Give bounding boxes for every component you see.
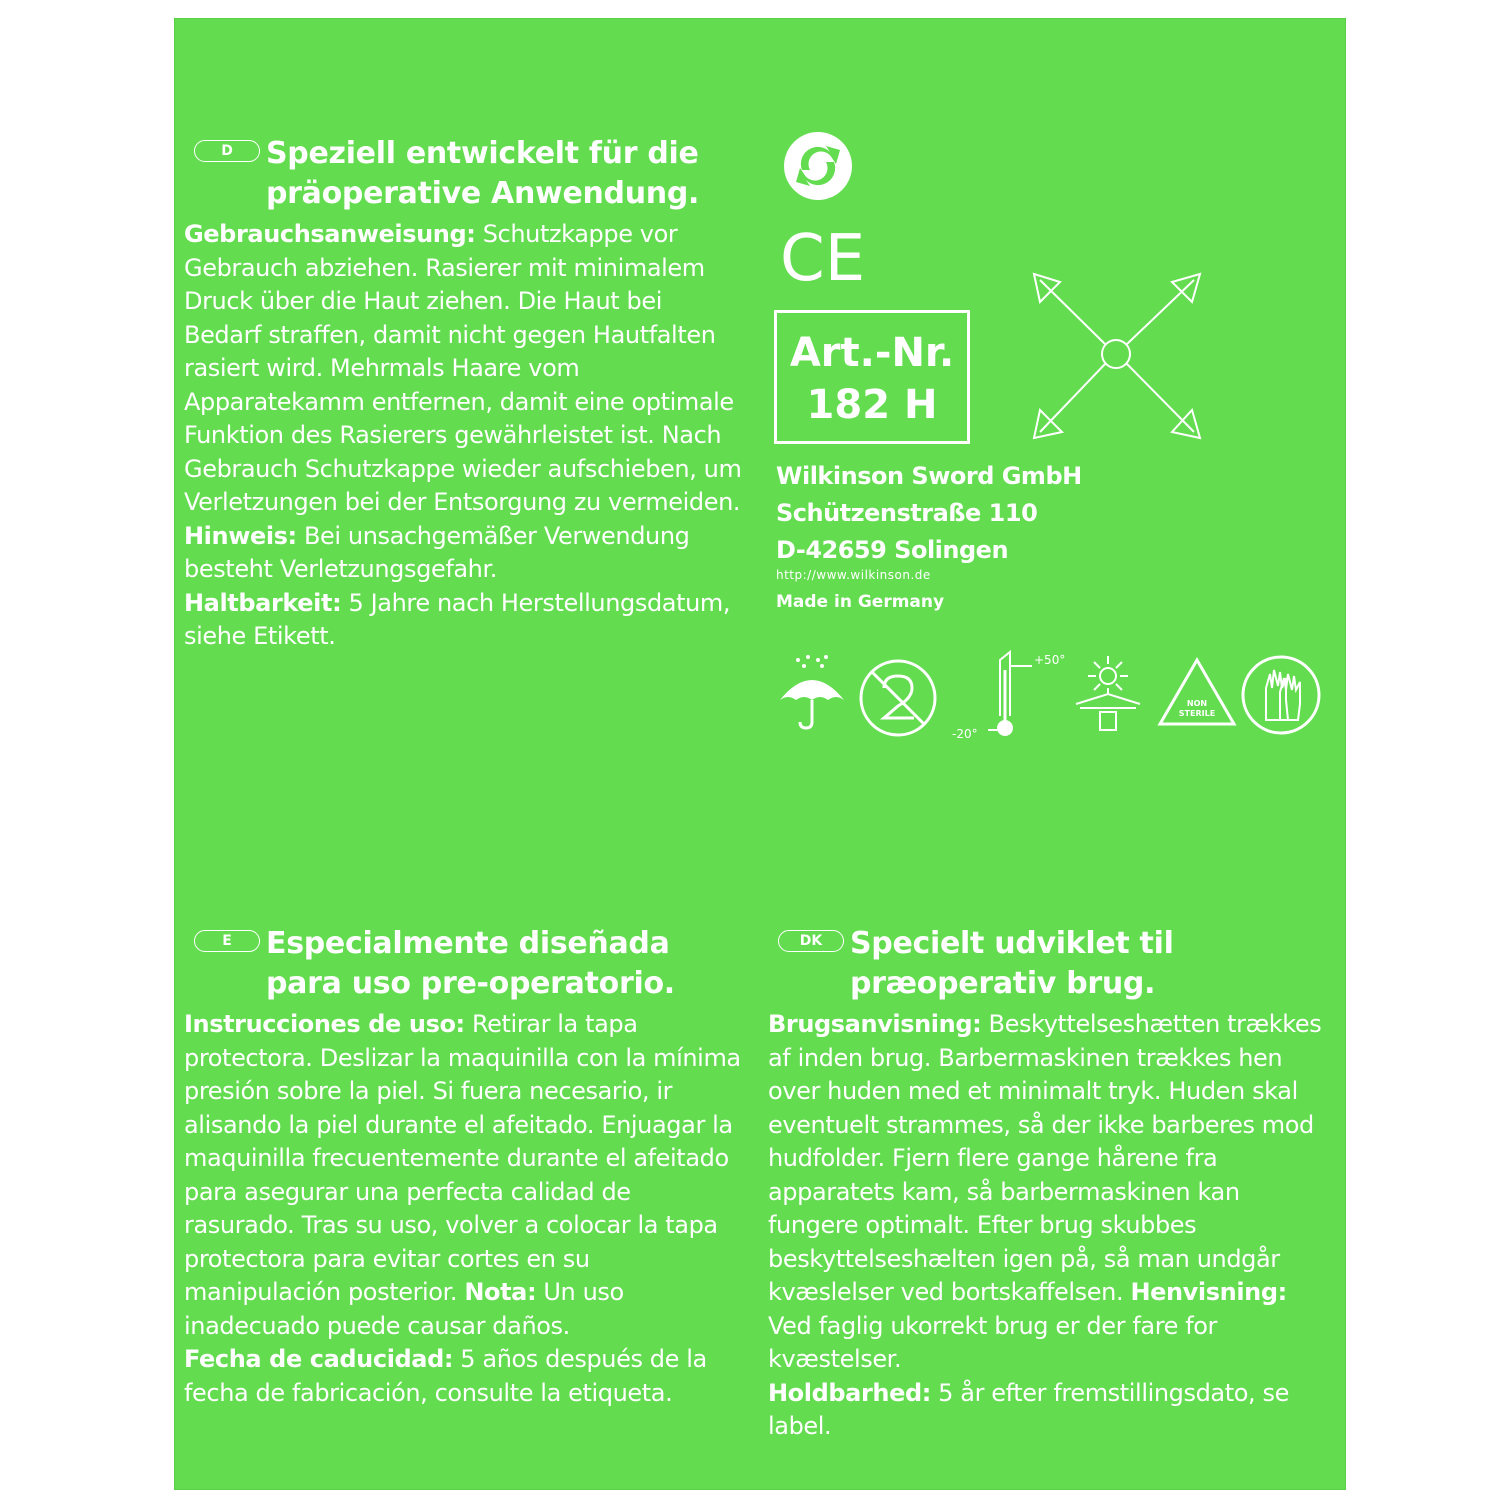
package-panel: [174, 18, 1346, 1490]
spanish-shelf-text: 5 años después de la fecha de fabricación, consulte la etiqueta.: [184, 1345, 707, 1407]
spanish-heading-line2: para uso pre-operatorio.: [266, 966, 675, 1001]
keep-away-from-sunlight-icon: [1070, 654, 1146, 734]
spanish-usage-label: Instrucciones de uso:: [184, 1010, 465, 1038]
made-in-label: Made in Germany: [776, 592, 945, 612]
article-number-value: 182 H: [806, 382, 938, 428]
danish-heading-line1: Specielt udviklet til: [850, 926, 1174, 961]
danish-heading-line2: præoperativ brug.: [850, 966, 1156, 1001]
language-badge-es: E: [194, 930, 260, 952]
spanish-heading-line1: Especialmente diseñada: [266, 926, 670, 961]
company-name: Wilkinson Sword GmbH: [776, 462, 1082, 490]
danish-body: [768, 1008, 1328, 1444]
german-heading-line2: präoperative Anwendung.: [266, 176, 700, 211]
spanish-usage-text: Retirar la tapa protectora. Deslizar la maquinilla con la mínima presión sobre la piel. Si fuera necesario, ir alisando la piel durante el afeitado. Enjuagar la maquinilla frecuentemente durante el afeitado para asegurar una perfecta calidad de rasurado. Tras su uso, volver a colocar la tapa protectora para evitar cortes en su manipulación posterior.: [184, 1010, 741, 1306]
article-number-label: Art.-Nr.: [789, 330, 955, 376]
german-note-label: Hinweis:: [184, 521, 297, 550]
spanish-heading: [184, 924, 744, 1004]
company-city: D-42659 Solingen: [776, 536, 1009, 564]
non-sterile-line1: NON: [1186, 699, 1208, 708]
ce-mark-icon: [780, 222, 872, 296]
german-body: [184, 218, 744, 654]
danish-heading: [768, 924, 1328, 1004]
german-section: [184, 134, 744, 654]
danish-shelf-text: 5 år efter fremstillingsdato, se label.: [768, 1378, 1289, 1440]
spanish-section: [184, 924, 744, 1410]
german-heading: [184, 134, 744, 214]
danish-shelf-label: Holdbarhed:: [768, 1378, 931, 1407]
german-usage-label: Gebrauchsanweisung:: [184, 220, 476, 248]
danish-usage-text: Beskyttelseshætten trækkes af inden brug. Barbermaskinen trækkes hen over huden med et minimalt tryk. Huden skal eventuelt strammes, så der ikke barberes mod hudfolder. Fjern flere gange hårene fra apparatets kam, så barbermaskinen kan fungere optimalt. Efter brug skubbes beskyttelseshælten igen på, så man undgår kvæslelser ved bortskaffelsen.: [768, 1010, 1322, 1306]
company-address: [776, 458, 1082, 569]
recycle-icon: [782, 130, 854, 202]
danish-section: [768, 924, 1328, 1444]
orientation-arrows-icon: [1026, 268, 1206, 448]
temp-min-label: -20°: [952, 727, 978, 741]
ce-mark-text: CE: [780, 222, 866, 296]
danish-note-label: Henvisning:: [1130, 1278, 1287, 1306]
danish-usage-label: Brugsanvisning:: [768, 1010, 982, 1038]
gloves-icon: [1240, 654, 1322, 736]
company-url: http://www.wilkinson.de: [776, 568, 931, 582]
temp-max-label: +50°: [1034, 653, 1066, 667]
spanish-body: [184, 1008, 744, 1410]
language-badge-dk: DK: [778, 930, 844, 952]
danish-note-text: Ved faglig ukorrekt brug er der fare for kvæstelser.: [768, 1311, 1218, 1373]
non-sterile-line2: STERILE: [1178, 709, 1216, 718]
spanish-note-label: Nota:: [464, 1278, 537, 1306]
temperature-limit-icon: [952, 650, 1072, 746]
do-not-reuse-icon: [858, 658, 938, 738]
german-heading-line1: Speziell entwickelt für die: [266, 136, 699, 171]
article-number-box: [774, 310, 970, 444]
german-shelf-text: 5 Jahre nach Herstellungsdatum, siehe Etikett.: [184, 588, 731, 650]
german-usage-text: Schutzkappe vor Gebrauch abziehen. Rasierer mit minimalem Druck über die Haut ziehen. Die Haut bei Bedarf straffen, damit nicht gegen Hautfalten rasiert wird. Mehrmals Haare vom Apparatekamm entfernen, damit eine optimale Funktion des Rasierers gewährleistet ist. Nach Gebrauch Schutzkappe wieder aufschieben, um Verletzungen bei der Entsorgung zu vermeiden.: [184, 220, 742, 516]
non-sterile-icon: [1156, 656, 1238, 728]
spanish-shelf-label: Fecha de caducidad:: [184, 1345, 454, 1373]
company-street: Schützenstraße 110: [776, 499, 1038, 527]
german-note-text: Bei unsachgemäßer Verwendung besteht Verletzungsgefahr.: [184, 521, 690, 583]
keep-dry-icon: [778, 654, 846, 730]
german-shelf-label: Haltbarkeit:: [184, 588, 342, 617]
spanish-note-text: Un uso inadecuado puede causar daños.: [184, 1278, 624, 1340]
language-badge-de: D: [194, 140, 260, 162]
